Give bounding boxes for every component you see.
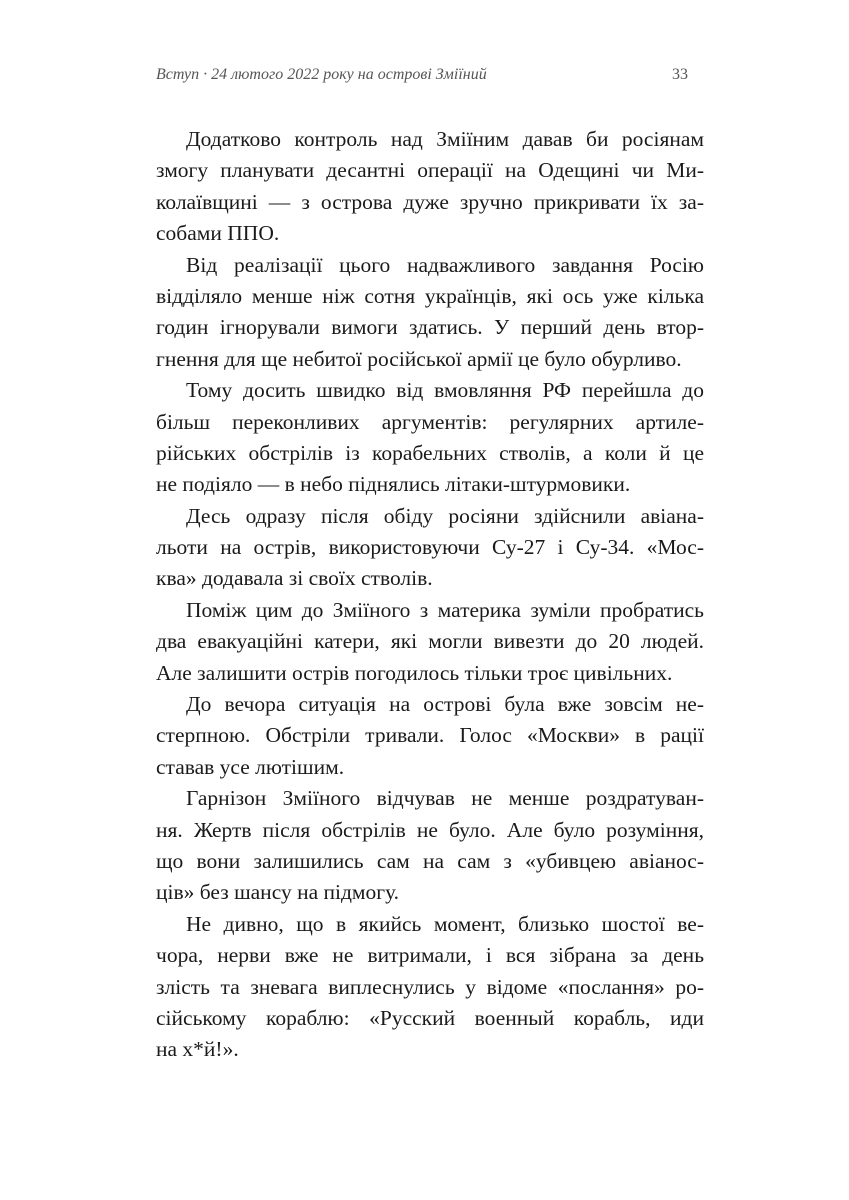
paragraph bbox=[156, 250, 704, 376]
text-line: ква» додавала зі своїх стволів. bbox=[156, 566, 433, 591]
paragraph bbox=[156, 909, 704, 1066]
text-line: сійському кораблю: «Русский военный корабль, иди bbox=[156, 1005, 704, 1030]
text-line: льоти на острів, використовуючи Су-27 і Су-34. «Мос- bbox=[156, 535, 704, 560]
page-number: 33 bbox=[672, 66, 688, 83]
text-line: собами ППО. bbox=[156, 221, 280, 246]
text-line: що вони залишились сам на сам з «убивцею авіанос- bbox=[156, 848, 704, 873]
body-text bbox=[156, 124, 704, 1066]
text-line: злість та зневага виплеснулись у відоме «послання» ро- bbox=[156, 974, 704, 999]
text-line: два евакуаційні катери, які могли вивезти до 20 людей. bbox=[156, 629, 704, 654]
text-line: на х*й!». bbox=[156, 1037, 239, 1062]
text-line: стерпною. Обстріли тривали. Голос «Москви» в рації bbox=[156, 723, 704, 748]
text-line: колаївщині — з острова дуже зручно прикривати їх за- bbox=[156, 189, 704, 214]
text-line: відділяло менше ніж сотня українців, які ось уже кілька bbox=[156, 283, 704, 308]
text-line: Гарнізон Зміїного відчував не менше роздратуван- bbox=[186, 786, 704, 811]
paragraph bbox=[156, 124, 704, 250]
running-header bbox=[156, 66, 704, 90]
text-line: змогу планувати десантні операції на Одещині чи Ми- bbox=[156, 158, 704, 183]
text-line: ців» без шансу на підмогу. bbox=[156, 880, 400, 905]
paragraph bbox=[156, 783, 704, 909]
paragraph bbox=[156, 501, 704, 595]
text-line: Але залишити острів погодилось тільки троє цивільних. bbox=[156, 660, 673, 685]
text-line: Від реалізації цього надважливого завдання Росію bbox=[186, 252, 704, 277]
text-line: гнення для ще небитої російської армії це було обурливо. bbox=[156, 346, 682, 371]
paragraph bbox=[156, 375, 704, 501]
text-line: ня. Жертв після обстрілів не було. Але було розуміння, bbox=[156, 817, 704, 842]
text-line: Не дивно, що в якийсь момент, близько шостої ве- bbox=[186, 911, 704, 936]
text-line: Додатково контроль над Зміїним давав би росіянам bbox=[186, 127, 704, 151]
paragraph bbox=[156, 689, 704, 783]
text-line: годин ігнорували вимоги здатись. У перший день втор- bbox=[156, 315, 704, 340]
text-line: Десь одразу після обіду росіяни здійснили авіана- bbox=[186, 503, 704, 528]
text-line: більш переконливих аргументів: регулярних артиле- bbox=[156, 409, 704, 434]
text-line: чора, нерви вже не витримали, і вся зібрана за день bbox=[156, 943, 704, 968]
text-line: До вечора ситуація на острові була вже зовсім не- bbox=[186, 692, 704, 717]
text-line: Тому досить швидко від вмовляння РФ перейшла до bbox=[186, 378, 704, 403]
text-line: рійських обстрілів із корабельних стволів, а коли й це bbox=[156, 440, 704, 465]
text-line: ставав усе лютішим. bbox=[156, 754, 345, 779]
running-title: Вступ · 24 лютого 2022 року на острові Зміїний bbox=[156, 66, 487, 83]
text-line: не подіяло — в небо піднялись літаки-штурмовики. bbox=[156, 472, 631, 497]
text-line: Поміж цим до Зміїного з материка зуміли пробратись bbox=[186, 597, 704, 622]
paragraph bbox=[156, 595, 704, 689]
